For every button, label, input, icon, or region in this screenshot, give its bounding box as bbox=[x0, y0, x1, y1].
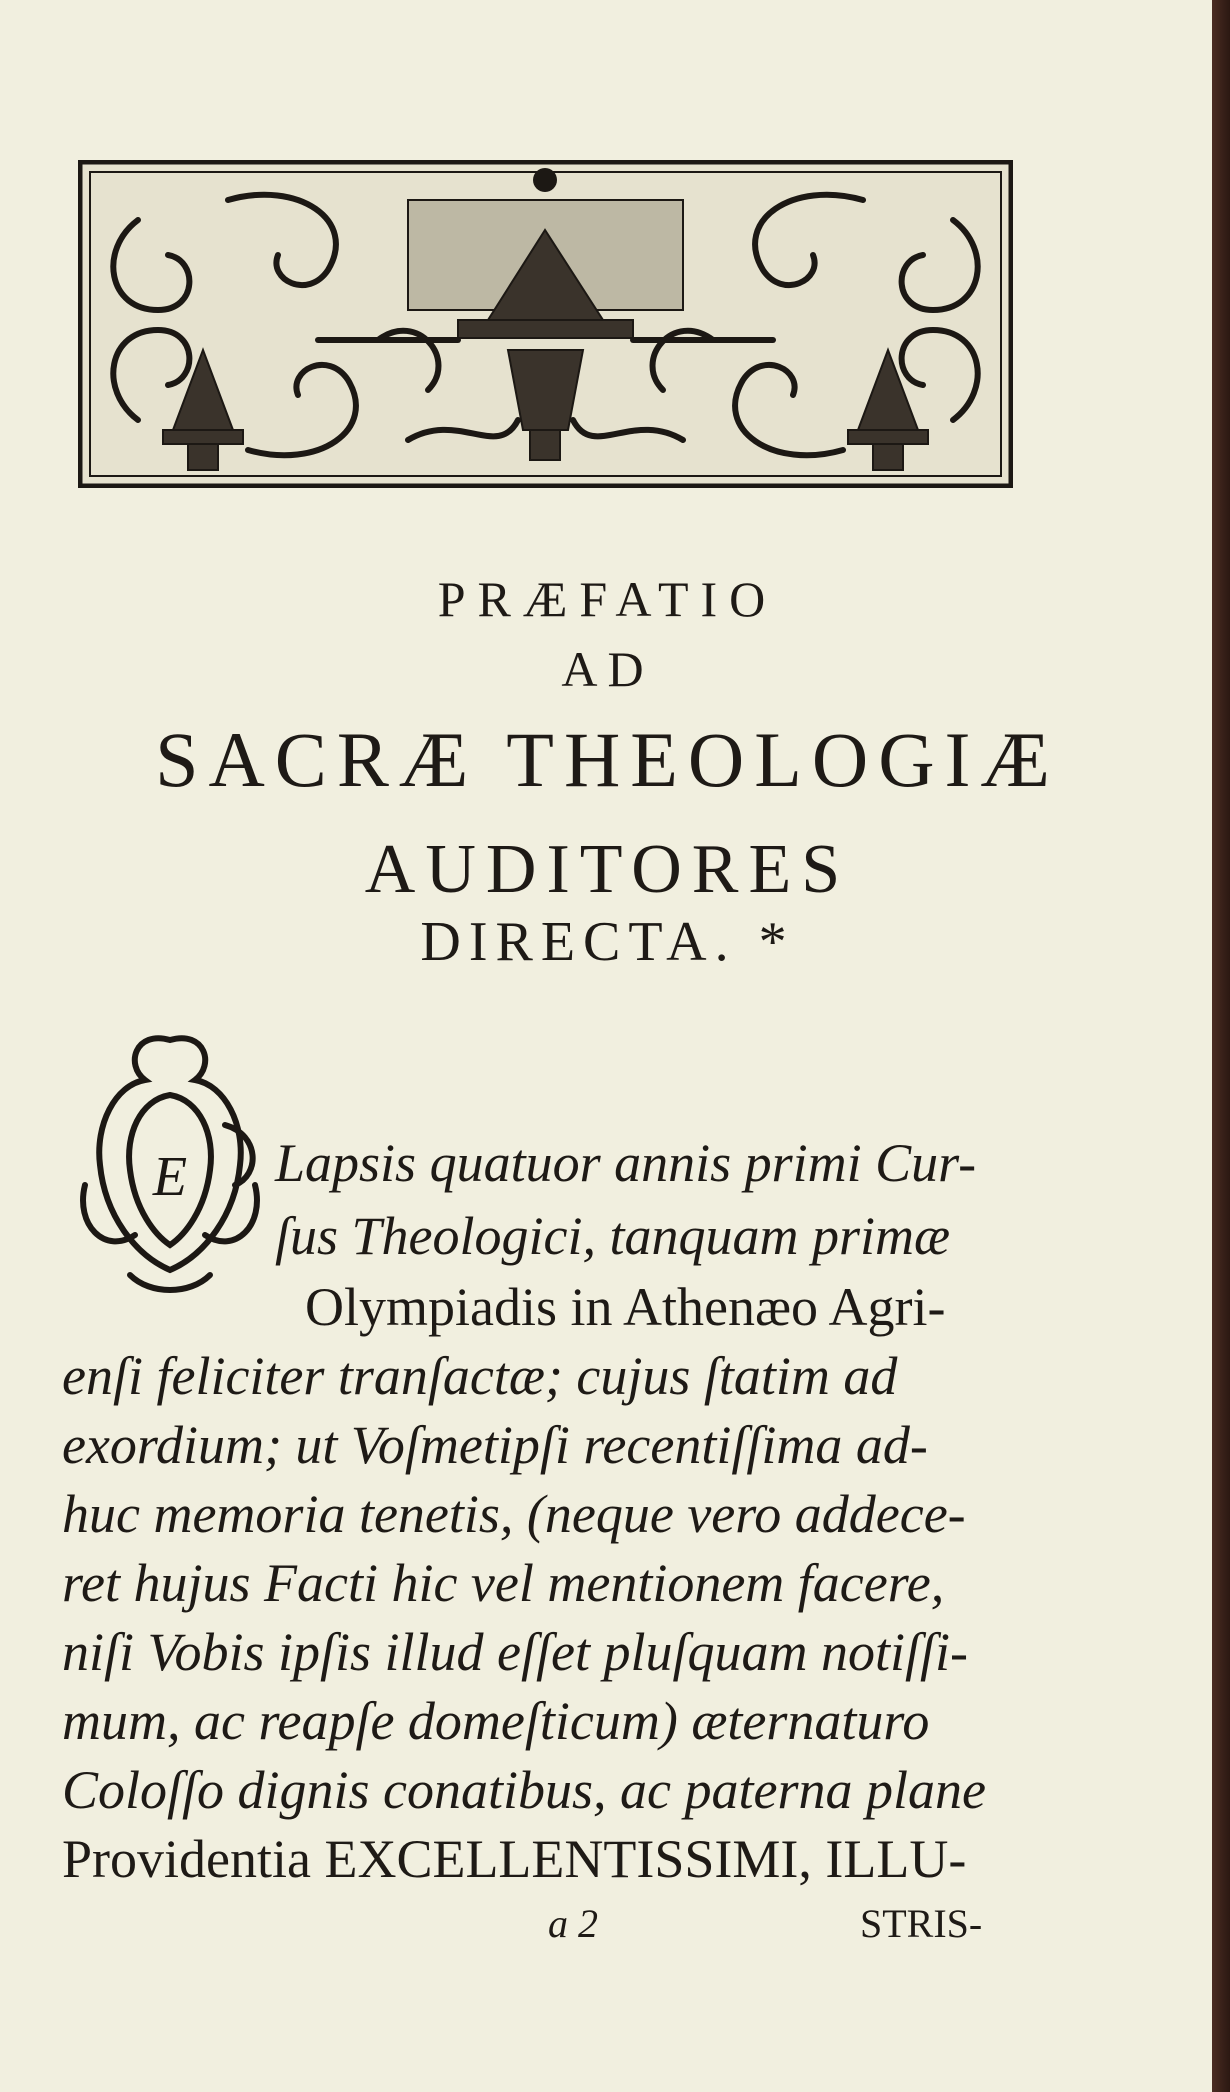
body-line-5: exordium; ut Voſmetipſi recentiſſima ad- bbox=[62, 1415, 928, 1475]
heading-auditores: AUDITORES bbox=[364, 831, 851, 908]
body-line-10: Coloſſo dignis conatibus, ac paterna plane bbox=[62, 1760, 986, 1820]
body-line-6: huc memoria tenetis, (neque vero addece- bbox=[62, 1484, 966, 1544]
decorated-initial bbox=[75, 1025, 265, 1295]
body-line-4: enſi feliciter tranſactæ; cujus ſtatim ad bbox=[62, 1346, 898, 1406]
body-line-1: Lapsis quatuor annis primi Cur- bbox=[275, 1133, 977, 1193]
catchword: STRIS- bbox=[860, 1901, 983, 1946]
heading-praefatio: PRÆFATIO bbox=[437, 571, 778, 627]
book-edge bbox=[1212, 0, 1230, 2092]
heading-sacrae-theologiae: SACRÆ THEOLOGIÆ bbox=[155, 716, 1060, 803]
body-line-8: niſi Vobis ipſis illud eſſet pluſquam notiſſi- bbox=[62, 1622, 969, 1682]
body-line-11: Providentia EXCELLENTISSIMI, ILLU- bbox=[62, 1829, 967, 1889]
heading-directa: DIRECTA. * bbox=[420, 911, 795, 973]
body-line-3: Olympiadis in Athenæo Agri- bbox=[305, 1277, 946, 1337]
signature-mark: a 2 bbox=[548, 1901, 598, 1946]
heading-ad: AD bbox=[561, 641, 654, 697]
body-line-2: ſus Theologici, tanquam primæ bbox=[275, 1206, 951, 1266]
initial-letter: E bbox=[152, 1146, 188, 1208]
headpiece-ornament bbox=[78, 160, 1013, 488]
body-line-7: ret hujus Facti hic vel mentionem facere, bbox=[62, 1553, 945, 1613]
body-line-9: mum, ac reapſe domeſticum) æternaturo bbox=[62, 1691, 930, 1751]
